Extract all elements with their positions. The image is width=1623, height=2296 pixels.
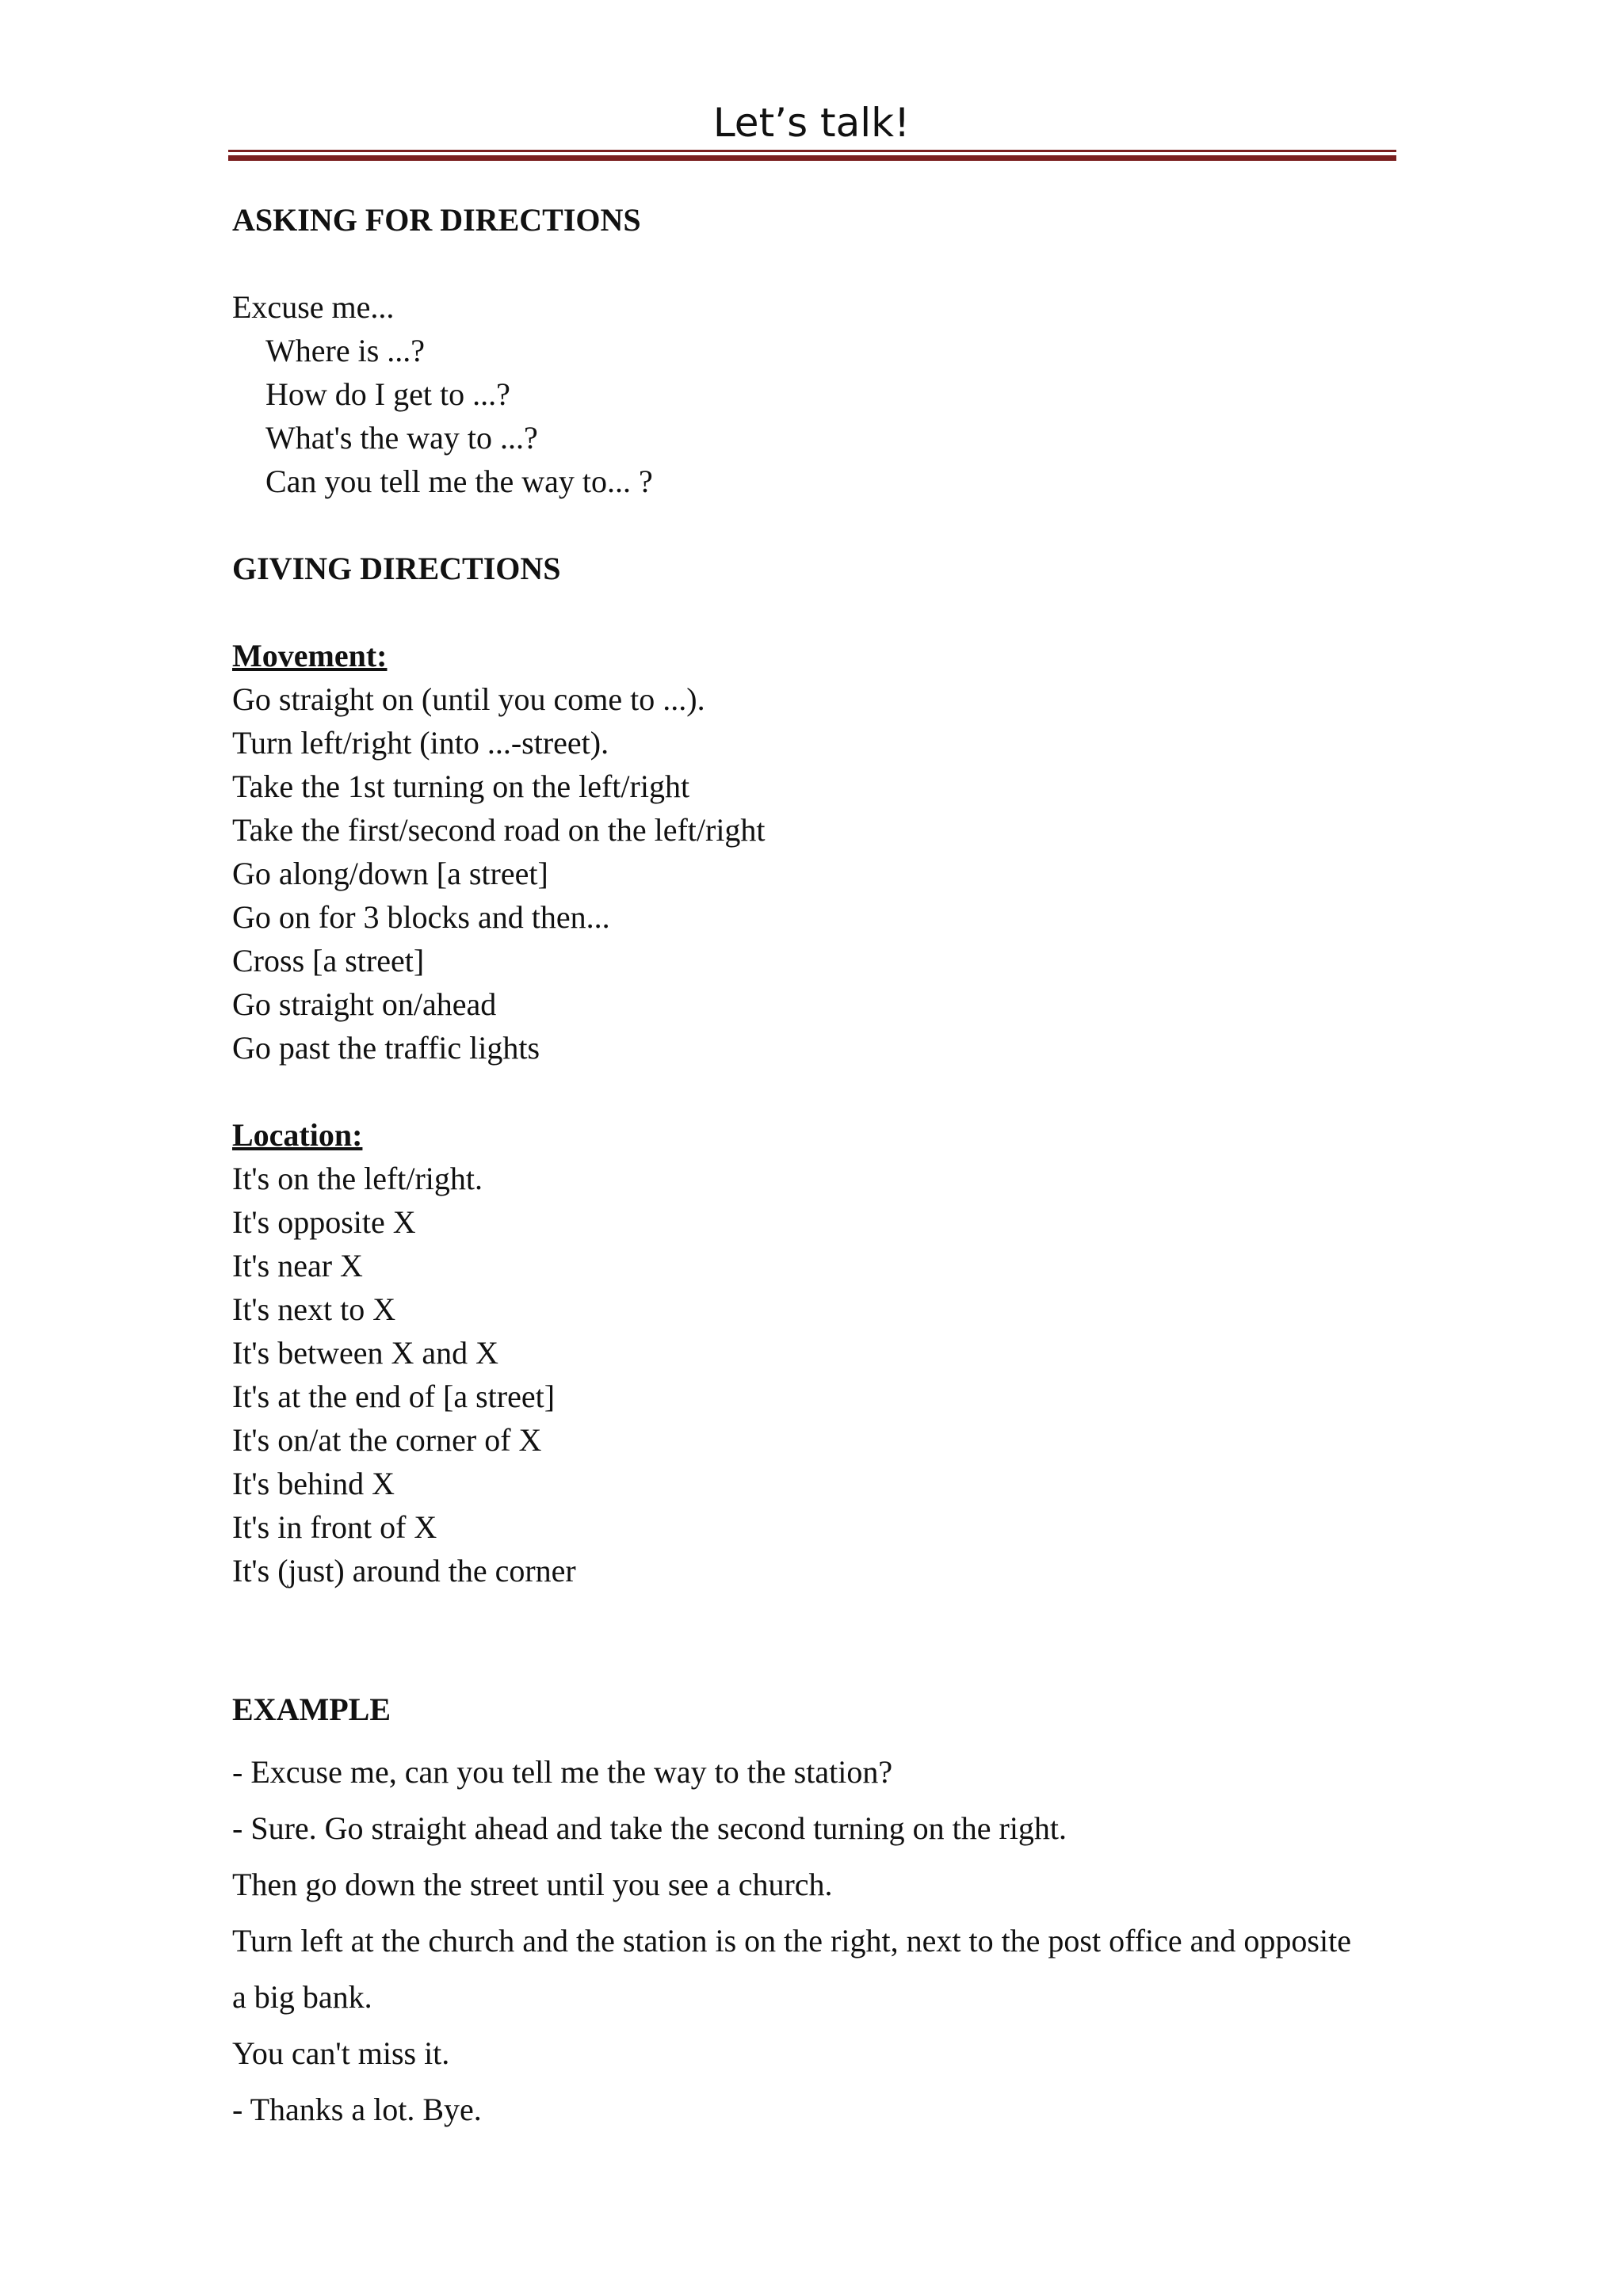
asking-section bbox=[232, 198, 1405, 503]
movement-item: Take the 1st turning on the left/right bbox=[232, 769, 690, 804]
giving-section bbox=[232, 547, 1405, 1592]
example-line: You can't miss it. bbox=[232, 2035, 450, 2071]
location-item: It's on the left/right. bbox=[232, 1161, 483, 1196]
movement-item: Go along/down [a street] bbox=[232, 856, 548, 891]
asking-question: Where is ...? bbox=[265, 333, 426, 368]
asking-intro: Excuse me... bbox=[232, 289, 395, 325]
location-item: It's between X and X bbox=[232, 1335, 498, 1371]
movement-item: Take the first/second road on the left/right bbox=[232, 812, 766, 848]
location-item: It's on/at the corner of X bbox=[232, 1422, 542, 1458]
example-section bbox=[232, 1688, 1405, 2138]
example-heading: EXAMPLE bbox=[232, 1691, 391, 1727]
location-item: It's (just) around the corner bbox=[232, 1553, 576, 1589]
location-item: It's next to X bbox=[232, 1291, 396, 1327]
example-line: - Excuse me, can you tell me the way to the station? bbox=[232, 1754, 893, 1790]
header-rule-thin bbox=[228, 150, 1396, 152]
document-body bbox=[232, 198, 1405, 2138]
location-item: It's behind X bbox=[232, 1466, 395, 1501]
location-label: Location: bbox=[232, 1117, 363, 1153]
location-item: It's in front of X bbox=[232, 1509, 437, 1545]
asking-question: How do I get to ...? bbox=[265, 376, 510, 412]
page-title: Let’s talk! bbox=[712, 100, 911, 146]
movement-label: Movement: bbox=[232, 638, 388, 673]
spacer bbox=[232, 503, 1405, 547]
movement-item: Go straight on/ahead bbox=[232, 986, 497, 1022]
example-line: a big bank. bbox=[232, 1979, 372, 2015]
location-item: It's at the end of [a street] bbox=[232, 1379, 556, 1414]
location-item: It's opposite X bbox=[232, 1204, 416, 1240]
giving-heading: GIVING DIRECTIONS bbox=[232, 551, 561, 586]
example-line: - Sure. Go straight ahead and take the second turning on the right. bbox=[232, 1810, 1067, 1846]
movement-item: Go on for 3 blocks and then... bbox=[232, 899, 610, 935]
spacer bbox=[232, 1070, 1405, 1113]
movement-item: Cross [a street] bbox=[232, 943, 425, 978]
asking-question: What's the way to ...? bbox=[265, 420, 538, 456]
asking-heading: ASKING FOR DIRECTIONS bbox=[232, 202, 641, 238]
example-line: Then go down the street until you see a church. bbox=[232, 1867, 833, 1902]
movement-item: Go straight on (until you come to ...). bbox=[232, 681, 705, 717]
movement-item: Turn left/right (into ...-street). bbox=[232, 725, 609, 761]
spacer bbox=[232, 242, 1405, 285]
spacer bbox=[232, 590, 1405, 634]
spacer bbox=[232, 1592, 1405, 1688]
movement-item: Go past the traffic lights bbox=[232, 1030, 540, 1066]
location-item: It's near X bbox=[232, 1248, 363, 1283]
example-line: - Thanks a lot. Bye. bbox=[232, 2092, 482, 2127]
header-rule-thick bbox=[228, 155, 1396, 161]
example-line: Turn left at the church and the station is on the right, next to the post office and opposite bbox=[232, 1923, 1351, 1958]
asking-question: Can you tell me the way to... ? bbox=[265, 463, 653, 499]
